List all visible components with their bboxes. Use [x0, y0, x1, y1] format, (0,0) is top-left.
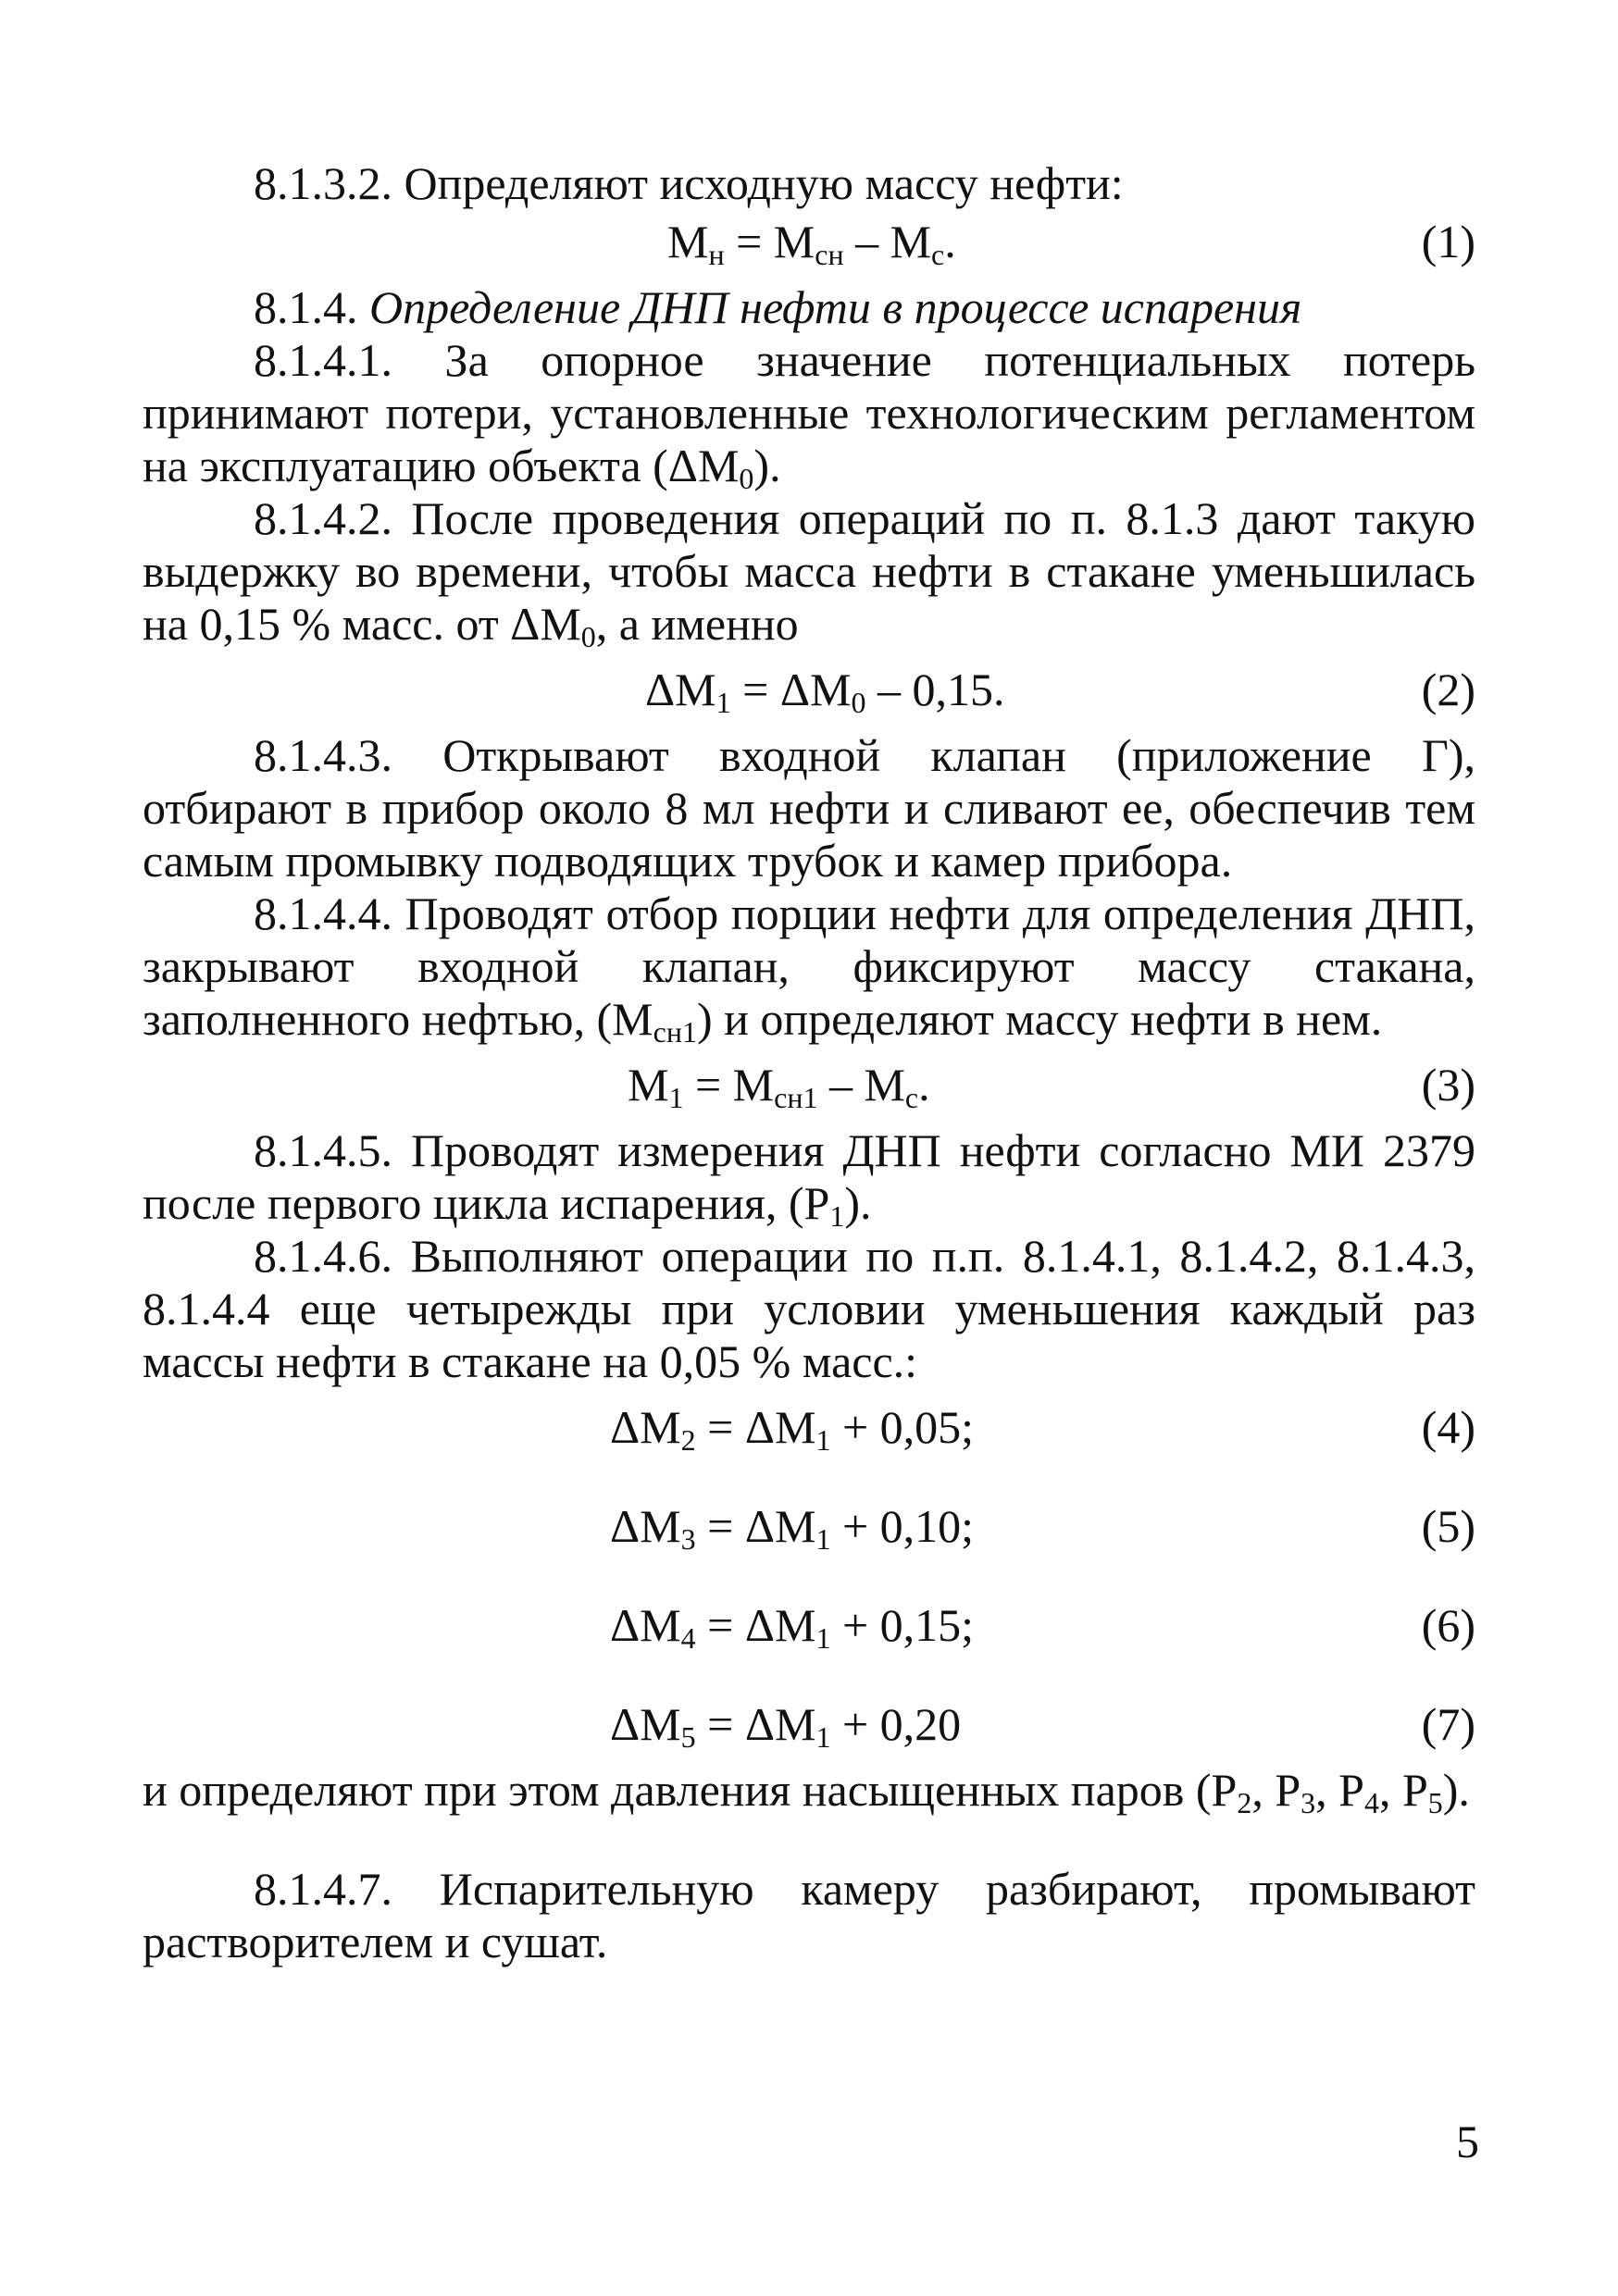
formula-3-number: (3) — [1421, 1059, 1475, 1111]
formula-3 — [143, 1059, 1475, 1114]
page-body — [143, 157, 1475, 1968]
formula-5-number: (5) — [1421, 1500, 1475, 1552]
formula-5 — [143, 1500, 1475, 1556]
paragraph-8-1-4-1: 8.1.4.1. За опорное значение потенциальных потерь принимают потери, установленные технологическим регламентом на эксплуатацию объекта $(\Delta M_0)$. — [143, 334, 1475, 495]
section-heading-8-1-4: 8.1.4. Определение ДНП нефти в процессе испарения — [254, 281, 1302, 333]
formula-4-expression: $\Delta M_2 = \Delta M_1 + 0,05$; — [610, 1401, 975, 1457]
paragraph-8-1-4-5: 8.1.4.5. Проводят измерения ДНП нефти согласно МИ 2379 после первого цикла испарения, $(P_1)$. — [143, 1124, 1475, 1233]
formula-1 — [143, 216, 1475, 271]
paragraph-8-1-4-4: 8.1.4.4. Проводят отбор порции нефти для определения ДНП, закрывают входной клапан, фиксируют массу стакана, заполненного нефтью, $(M_{сн1})$ и определяют массу нефти в нем. — [143, 887, 1475, 1049]
paragraph-8-1-4-7: 8.1.4.7. Испарительную камеру разбирают, промывают растворителем и сушат. — [143, 1863, 1475, 1967]
paragraph-8-1-4-2: 8.1.4.2. После проведения операций по п. 8.1.3 дают такую выдержку во времени, чтобы масса нефти в стакане уменьшилась на 0,15 % масс. от $\Delta M_0$, а именно — [143, 492, 1475, 653]
page-number: 5 — [1456, 2116, 1479, 2167]
formula-6-number: (6) — [1421, 1599, 1475, 1651]
formula-1-number: (1) — [1421, 216, 1475, 267]
formula-1-expression: $M_н = M_{сн} - M_с$. — [667, 216, 956, 271]
formula-3-expression: $M_1 = M_{сн1} - M_с$. — [628, 1059, 930, 1114]
paragraph-8-1-4-3: 8.1.4.3. Открывают входной клапан (приложение Г), отбирают в прибор около 8 мл нефти и сливают ее, обеспечив тем самым промывку подводящих трубок и камер прибора. — [143, 729, 1475, 887]
formula-4-number: (4) — [1421, 1401, 1475, 1453]
formula-6 — [143, 1599, 1475, 1655]
formula-7-number: (7) — [1421, 1698, 1475, 1750]
formula-2-number: (2) — [1421, 664, 1475, 715]
paragraph-8-1-4-6: 8.1.4.6. Выполняют операции по п.п. 8.1.4.1, 8.1.4.2, 8.1.4.3, 8.1.4.4 еще четырежды при условии уменьшения каждый раз массы нефти в стакане на 0,05 % масс.: — [143, 1230, 1475, 1387]
formula-6-expression: $\Delta M_4 = \Delta M_1 + 0,15$; — [610, 1599, 975, 1655]
formula-7-expression: $\Delta M_5 = \Delta M_1 + 0,20$ — [610, 1698, 962, 1754]
formula-2 — [143, 664, 1475, 719]
formula-5-expression: $\Delta M_3 = \Delta M_1 + 0,10$; — [610, 1500, 975, 1556]
formula-4 — [143, 1401, 1475, 1457]
formula-2-expression: $\Delta M_1 = \Delta M_0 - 0,15$. — [645, 664, 1005, 719]
formula-7 — [143, 1698, 1475, 1754]
paragraph-pressures: и определяют при этом давления насыщенных паров ($P_2$, $P_3$, $P_4$, $P_5$). — [143, 1764, 1470, 1819]
paragraph-8-1-3-2: 8.1.3.2. Определяют исходную массу нефти: — [254, 157, 1124, 209]
section-title: Определение ДНП нефти в процессе испарения — [369, 281, 1302, 333]
